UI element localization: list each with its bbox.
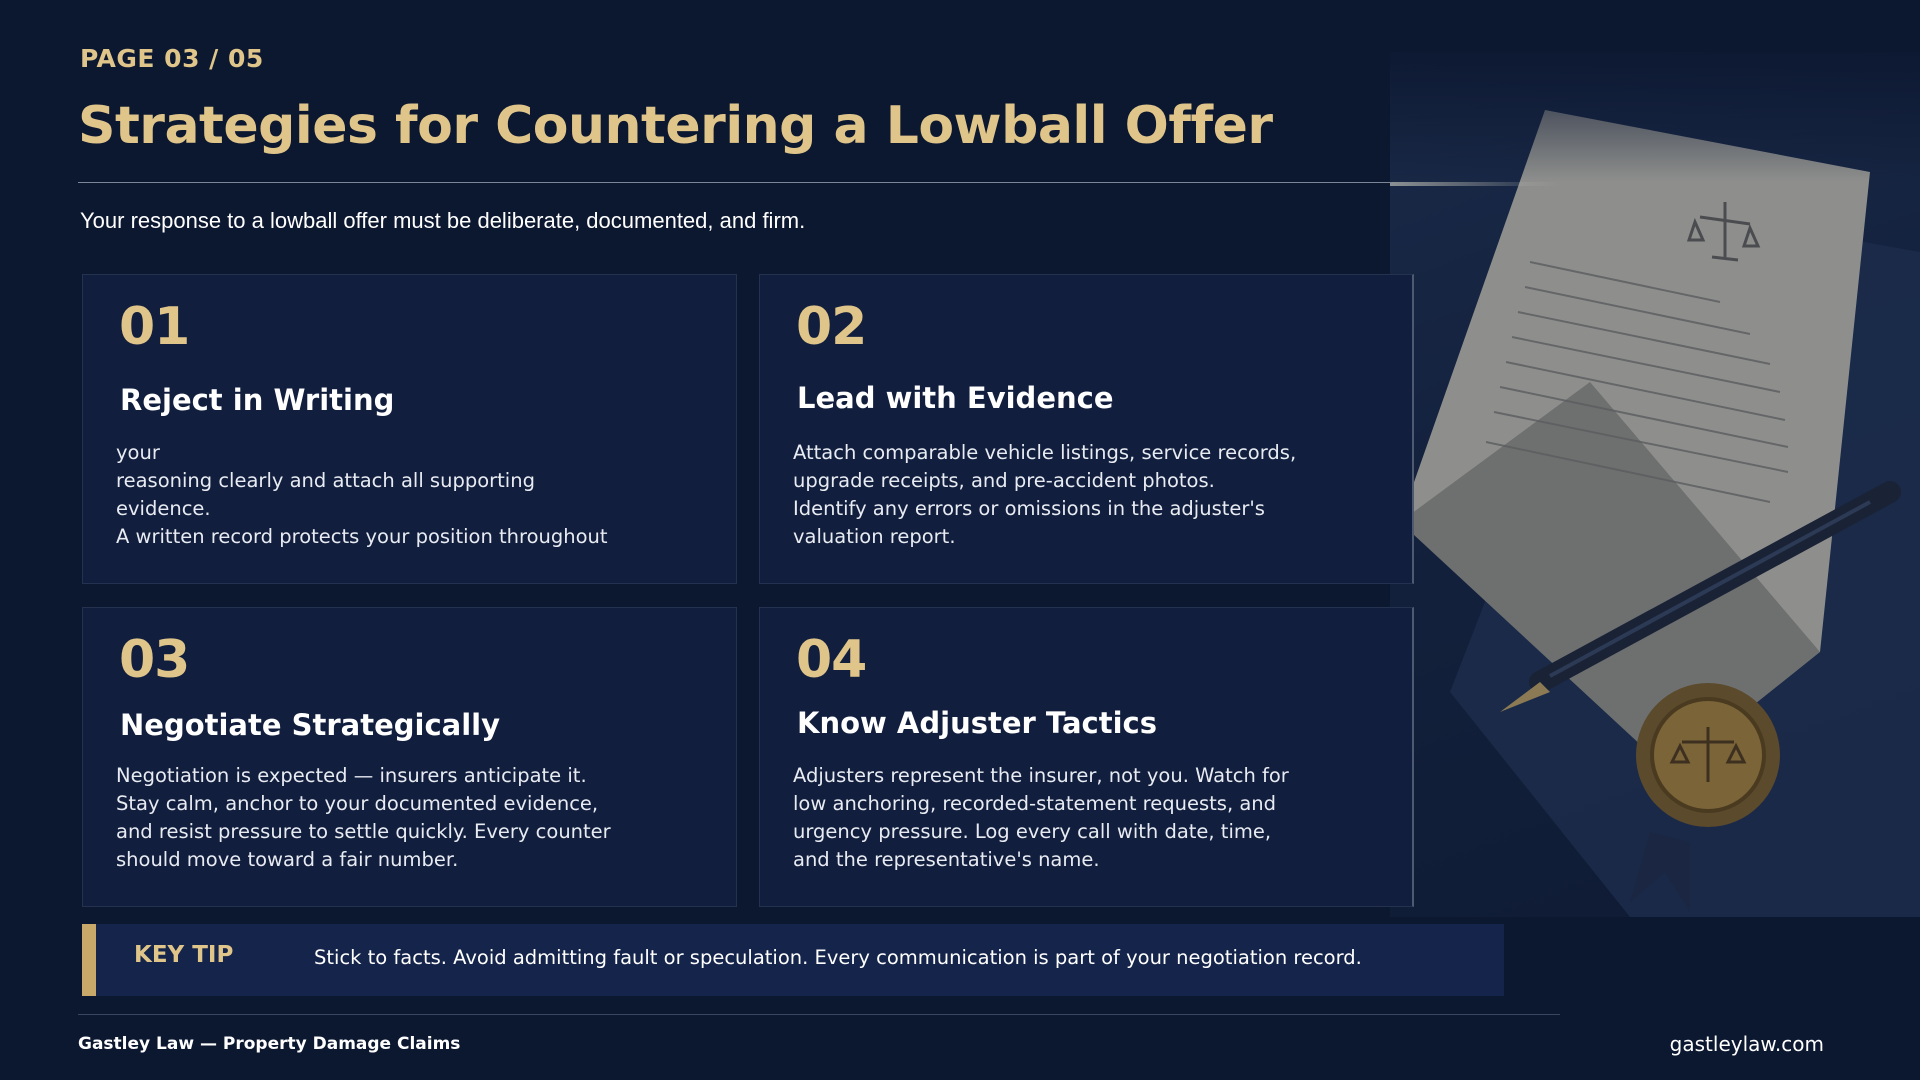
card-title: Reject in Writing <box>120 383 395 417</box>
photo-shade <box>1390 52 1920 182</box>
card-body <box>116 762 706 874</box>
strategy-card-02 <box>759 274 1414 584</box>
page-indicator: PAGE 03 / 05 <box>80 44 264 73</box>
card-body-line: A written record protects your position throughout <box>116 525 608 548</box>
title-divider <box>78 182 1392 183</box>
card-body-line: and resist pressure to settle quickly. Every counter <box>116 820 611 843</box>
key-tip-callout <box>82 924 1504 996</box>
photo-glare <box>1390 182 1560 186</box>
card-body-line: urgency pressure. Log every call with date, time, <box>793 820 1272 843</box>
page-title: Strategies for Countering a Lowball Offer <box>78 96 1273 156</box>
card-number: 03 <box>119 630 190 690</box>
card-title: Know Adjuster Tactics <box>797 706 1157 740</box>
card-body-line: low anchoring, recorded-statement requests, and <box>793 792 1277 815</box>
legal-letter-photo <box>1390 52 1920 917</box>
card-body-line: evidence. <box>116 497 211 520</box>
card-body-line: Identify any errors or omissions in the adjuster's <box>793 497 1265 520</box>
key-tip-text: Stick to facts. Avoid admitting fault or speculation. Every communication is part of your negotiation record. <box>314 946 1362 969</box>
strategy-card-01 <box>82 274 737 584</box>
key-tip-label: KEY TIP <box>134 942 234 968</box>
card-body-line: Stay calm, anchor to your documented evidence, <box>116 792 599 815</box>
card-body-line: Negotiation is expected — insurers anticipate it. <box>116 764 587 787</box>
card-body-line: valuation report. <box>793 525 956 548</box>
card-body-line: and the representative's name. <box>793 848 1100 871</box>
page-subtitle: Your response to a lowball offer must be deliberate, documented, and firm. <box>80 208 806 233</box>
card-body-line: Attach comparable vehicle listings, service records, <box>793 441 1297 464</box>
card-body-line: your <box>116 441 160 464</box>
card-number: 01 <box>119 297 190 357</box>
card-body-line: reasoning clearly and attach all supporting <box>116 469 535 492</box>
key-tip-accent-bar <box>82 924 96 996</box>
card-body-line: should move toward a fair number. <box>116 848 459 871</box>
card-title: Negotiate Strategically <box>120 708 501 742</box>
card-number: 04 <box>796 630 867 690</box>
card-number: 02 <box>796 297 867 357</box>
footer-website: gastleylaw.com <box>1669 1032 1824 1056</box>
strategy-card-03 <box>82 607 737 907</box>
card-body <box>793 439 1383 551</box>
footer-firm-name: Gastley Law — Property Damage Claims <box>78 1034 461 1054</box>
footer-divider <box>78 1014 1560 1015</box>
card-body-line: upgrade receipts, and pre-accident photos. <box>793 469 1215 492</box>
card-body <box>116 439 706 561</box>
card-body-line: Adjusters represent the insurer, not you. Watch for <box>793 764 1289 787</box>
strategy-card-04 <box>759 607 1414 907</box>
card-title: Lead with Evidence <box>797 381 1114 415</box>
card-body <box>793 762 1383 874</box>
